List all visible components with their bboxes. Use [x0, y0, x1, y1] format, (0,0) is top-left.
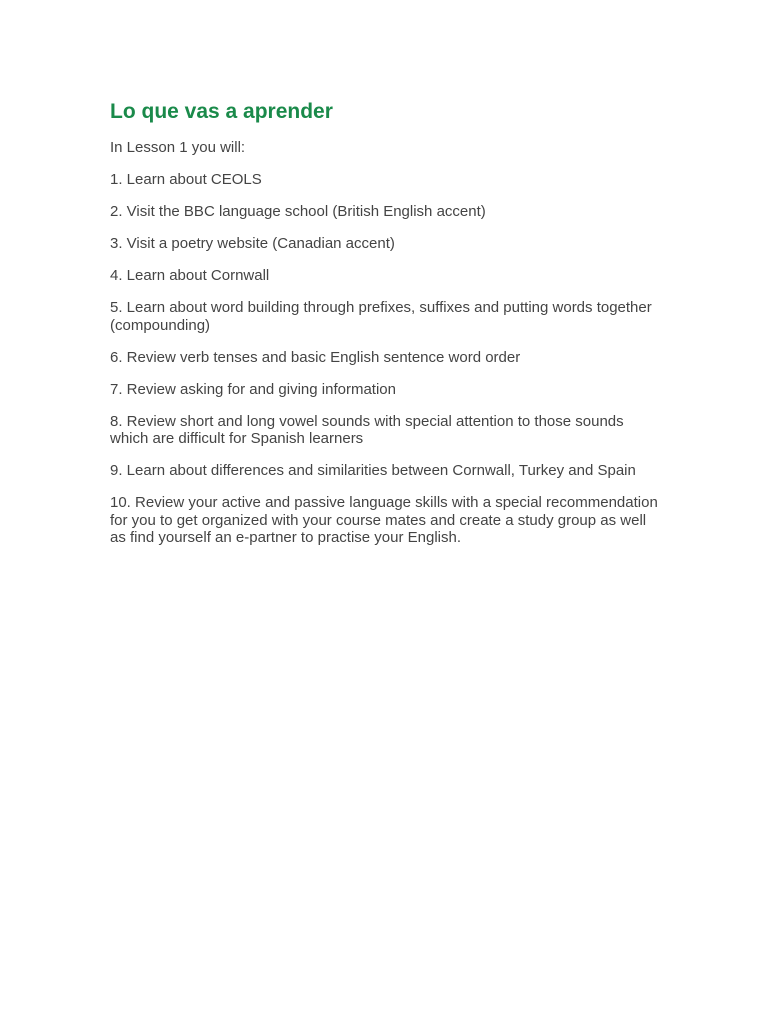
list-item: 1. Learn about CEOLS — [110, 171, 262, 188]
list-item: 9. Learn about differences and similarities between Cornwall, Turkey and Spain — [110, 462, 636, 479]
list-item: 10. Review your active and passive language skills with a special recommendation for you to get organized with your course mates and create a study group as well as find yourself an e-partner to practise your English. — [110, 494, 658, 546]
list-item: 2. Visit the BBC language school (British English accent) — [110, 203, 486, 220]
list-item: 3. Visit a poetry website (Canadian accent) — [110, 235, 395, 252]
document-page — [110, 99, 660, 561]
list-item: 4. Learn about Cornwall — [110, 267, 270, 284]
list-item: 5. Learn about word building through prefixes, suffixes and putting words together (compounding) — [110, 299, 652, 334]
page-title: Lo que vas a aprender — [110, 100, 333, 123]
list-item: 7. Review asking for and giving information — [110, 380, 396, 398]
intro-text: In Lesson 1 you will: — [110, 139, 246, 156]
list-item: 6. Review verb tenses and basic English sentence word order — [110, 348, 521, 366]
lesson-list — [110, 171, 660, 547]
list-item: 8. Review short and long vowel sounds with special attention to those sounds which are difficult for Spanish learners — [110, 412, 624, 447]
